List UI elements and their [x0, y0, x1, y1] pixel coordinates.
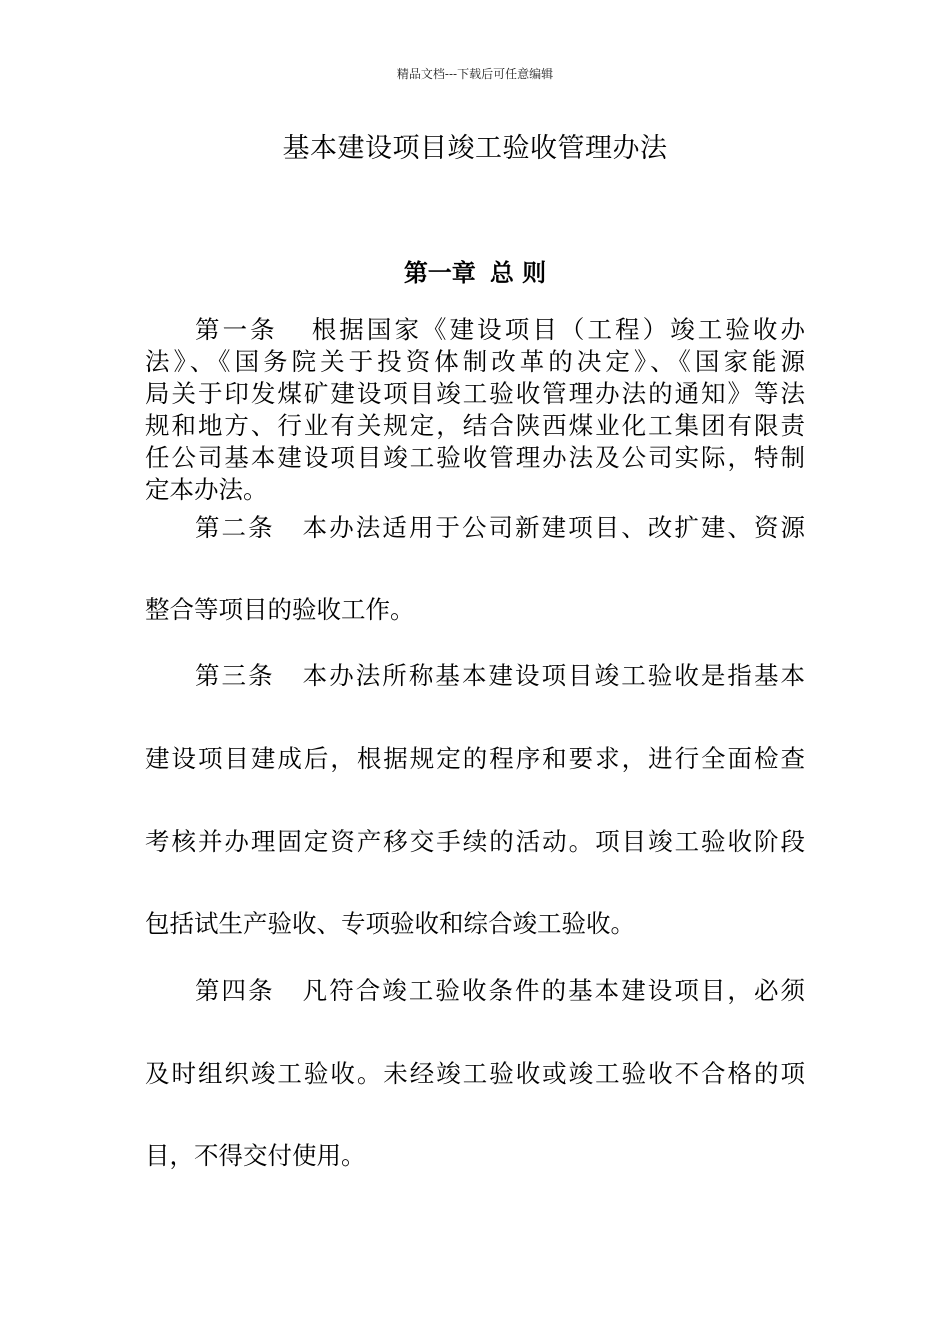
article-number: 第二条 [195, 513, 275, 542]
document-title: 基本建设项目竣工验收管理办法 [282, 133, 668, 164]
article-4-line-2: 及时组织竣工验收。未经竣工验收或竣工验收不合格的项 [145, 1059, 805, 1088]
page-header-note: 精品文档---下载后可任意编辑 [396, 67, 554, 81]
article-1-line-6: 定本办法。 [145, 475, 268, 504]
article-text: 根据国家《建设项目（工程）竣工验收办 [311, 315, 806, 344]
article-number: 第一条 [195, 315, 278, 344]
article-number: 第三条 [195, 661, 275, 690]
article-3-line-2: 建设项目建成后，根据规定的程序和要求，进行全面检查 [145, 744, 805, 773]
article-text: 凡符合竣工验收条件的基本建设项目，必须 [302, 976, 806, 1005]
article-3-line-4: 包括试生产验收、专项验收和综合竣工验收。 [145, 909, 635, 938]
article-text: 本办法所称基本建设项目竣工验收是指基本 [302, 661, 806, 690]
article-text: 本办法适用于公司新建项目、改扩建、资源 [302, 513, 806, 542]
chapter-label: 第一章 [403, 259, 476, 287]
article-1-line-1 [195, 314, 805, 346]
chapter-name: 总 则 [489, 259, 547, 287]
article-1-line-5: 任公司基本建设项目竣工验收管理办法及公司实际，特制 [145, 443, 805, 472]
article-3-line-1 [195, 660, 805, 692]
article-4-line-3: 目，不得交付使用。 [145, 1141, 366, 1170]
article-3-line-3: 考核并办理固定资产移交手续的活动。项目竣工验收阶段 [145, 827, 805, 856]
article-2-line-1 [195, 512, 805, 544]
chapter-heading [0, 256, 950, 290]
article-1-line-4: 规和地方、行业有关规定，结合陕西煤业化工集团有限责 [145, 411, 805, 440]
article-number: 第四条 [195, 976, 275, 1005]
article-4-line-1 [195, 975, 805, 1007]
article-1-line-3: 局关于印发煤矿建设项目竣工验收管理办法的通知》等法 [145, 379, 805, 408]
article-1-line-2: 法》、《国务院关于投资体制改革的决定》、《国家能源 [145, 347, 805, 376]
article-2-line-2: 整合等项目的验收工作。 [145, 595, 415, 624]
